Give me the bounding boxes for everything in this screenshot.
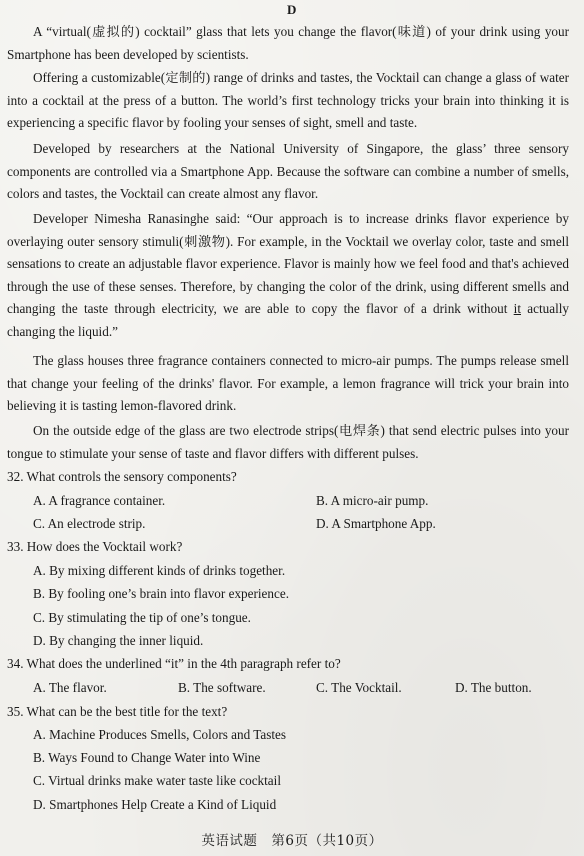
q35-option-d: D. Smartphones Help Create a Kind of Liquid <box>33 797 277 812</box>
q34-option-b: B. The software. <box>178 680 266 695</box>
passage-paragraph-4 <box>7 208 569 344</box>
q32-option-a: A. A fragrance container. <box>33 493 166 508</box>
q35-option-c: C. Virtual drinks make water taste like cocktail <box>33 773 281 788</box>
q34-option-d: D. The button. <box>455 680 532 695</box>
q33-option-c: C. By stimulating the tip of one’s tongue. <box>33 610 251 625</box>
section-letter: D <box>287 2 297 17</box>
q32-option-d: D. A Smartphone App. <box>316 516 436 531</box>
question-34-stem: 34. What does the underlined “it” in the 4th paragraph refer to? <box>7 656 341 671</box>
q33-option-d: D. By changing the inner liquid. <box>33 633 204 648</box>
q34-option-c: C. The Vocktail. <box>316 680 402 695</box>
q34-option-a: A. The flavor. <box>33 680 107 695</box>
passage-paragraph-3: Developed by researchers at the National University of Singapore, the glass’ three sensory components are controlled via a Smartphone App. Because the software can combine a number of smells, colors and tastes, the Vocktail can create almost any flavor. <box>7 141 569 202</box>
q33-option-b: B. By fooling one’s brain into flavor experience. <box>33 586 289 601</box>
question-32-stem: 32. What controls the sensory components? <box>7 469 237 484</box>
q35-option-a: A. Machine Produces Smells, Colors and Tastes <box>33 727 287 742</box>
question-33-stem: 33. How does the Vocktail work? <box>7 539 183 554</box>
q32-option-c: C. An electrode strip. <box>33 516 146 531</box>
question-35-stem: 35. What can be the best title for the text? <box>7 704 228 719</box>
passage-paragraph-6: On the outside edge of the glass are two electrode strips(电焊条) that send electric pulses into your tongue to stimulate your sense of taste and flavor differs with different pulses. <box>7 423 569 461</box>
q32-option-b: B. A micro-air pump. <box>316 493 429 508</box>
passage-paragraph-2: Offering a customizable(定制的) range of drinks and tastes, the Vocktail can change a glass of water into a cocktail at the press of a button. The world’s first technology tricks your brain into thinking it is experiencing a specific flavor by fooling your senses of sight, smell and taste. <box>7 70 569 131</box>
page-footer: 英语试题 第6页（共10页） <box>201 833 383 849</box>
passage-paragraph-5: The glass houses three fragrance containers connected to micro-air pumps. The pumps release smell that change your feeling of the drinks' flavor. For example, a lemon fragrance will trick your brain into believing it is tasting lemon-flavored drink. <box>7 353 569 414</box>
underlined-it: it <box>513 301 521 317</box>
passage-paragraph-1: A “virtual(虚拟的) cocktail” glass that lets you change the flavor(味道) of your drink using your Smartphone has been developed by scientists. <box>7 24 569 62</box>
q33-option-a: A. By mixing different kinds of drinks together. <box>33 563 286 578</box>
p4-text-after: actually changing the liquid.” <box>7 301 569 339</box>
q35-option-b: B. Ways Found to Change Water into Wine <box>33 750 261 765</box>
p4-text-before: Developer Nimesha Ranasinghe said: “Our approach is to increase drinks flavor experience by overlaying outer sensory stimuli(刺激物). For example, in the Vocktail we overlay color, taste and smell sensations to create an adjustable flavor experience. Flavor is mainly how we feel food and that's achieved through the use of these senses. Therefore, by changing the color of the drink, using different smells and changing the taste through electricity, we are able to copy the flavor of a drink without <box>7 211 569 317</box>
